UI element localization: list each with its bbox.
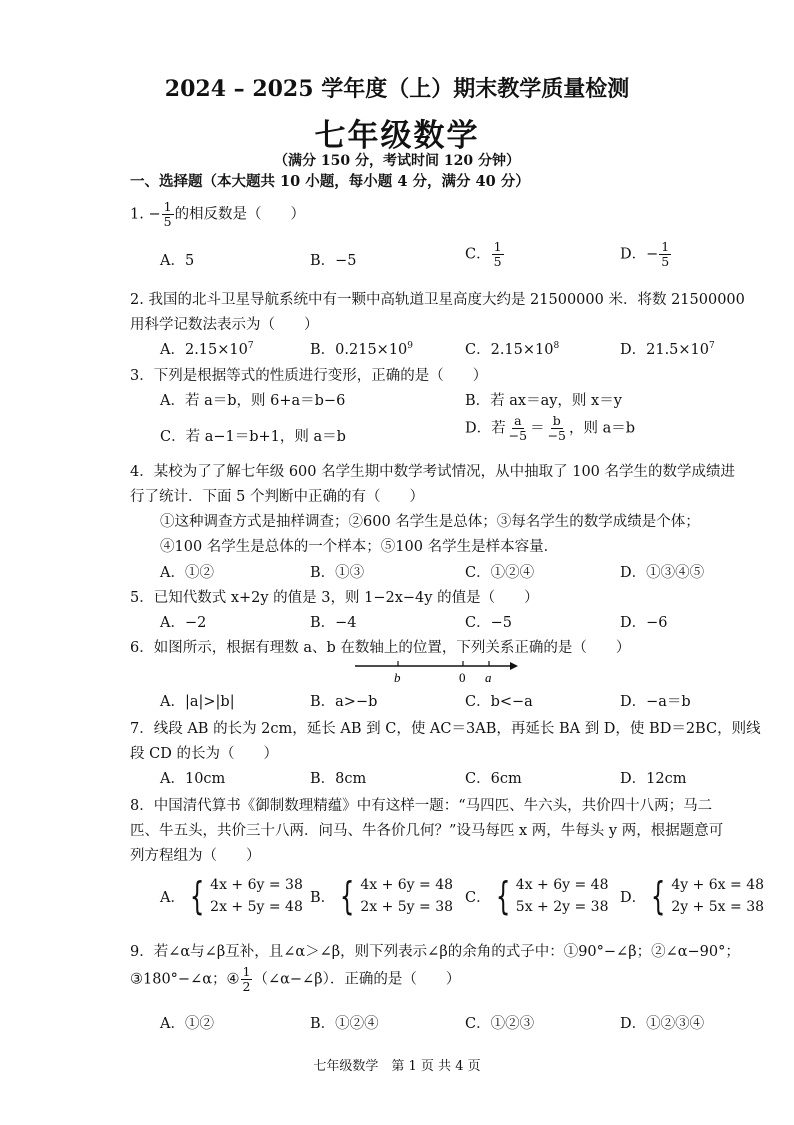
option-c: C．若 a−1＝b+1，则 a＝b xyxy=(160,429,346,445)
question-4-line1: 4．某校为了了解七年级 600 名学生期中数学考试情况，从中抽取了 100 名学生的数学成绩进 xyxy=(130,464,736,480)
question-9-line1: 9．若∠α与∠β互补，且∠α＞∠β，则下列表示∠β的余角的式子中：①90°−∠β；②∠α−90°； xyxy=(130,944,740,960)
option-d xyxy=(620,240,672,269)
denominator: −5 xyxy=(547,427,567,443)
option-text: A．2.15×10 xyxy=(160,342,248,358)
brace-icon: { xyxy=(650,874,666,918)
fraction xyxy=(241,965,253,994)
exam-title: 2024 – 2025 学年度（上）期末教学质量检测 xyxy=(164,76,630,102)
equation: 4x + 6y = 48 xyxy=(515,877,609,893)
option-b: B．①②④ xyxy=(310,1016,379,1032)
equation-system xyxy=(465,874,609,918)
question-1-stem xyxy=(130,200,305,229)
section-heading: 一、选择题（本大题共 10 小题，每小题 4 分，满分 40 分） xyxy=(130,173,530,190)
option-label: B． xyxy=(310,889,336,906)
exponent: 9 xyxy=(407,341,414,352)
numerator: 1 xyxy=(493,239,502,254)
equation-system xyxy=(310,874,453,918)
numerator: b xyxy=(552,413,561,428)
denominator: 2 xyxy=(242,978,251,994)
option-a: A．−2 xyxy=(160,615,207,631)
equations xyxy=(210,874,303,918)
fraction xyxy=(659,240,671,269)
option-text: D．21.5×10 xyxy=(620,342,710,358)
option-c: C．b<−a xyxy=(465,694,533,710)
question-number: 1. xyxy=(130,206,144,223)
exam-subject: 七年级数学 xyxy=(314,118,480,154)
option-a: A．①② xyxy=(160,1016,214,1032)
question-2-line2: 用科学记数法表示为（ ） xyxy=(130,317,319,333)
exam-note: （满分 150 分，考试时间 120 分钟） xyxy=(274,153,520,169)
option-label: C． xyxy=(465,246,491,263)
option-c: C．①②④ xyxy=(465,565,535,581)
question-4-line4: ④100 名学生是总体的一个样本；⑤100 名学生是样本容量． xyxy=(160,539,559,555)
option-b: B．①③ xyxy=(310,565,365,581)
option-b: B．若 ax＝ay，则 x＝y xyxy=(465,393,622,409)
option-a: A．①② xyxy=(160,565,214,581)
label-0: 0 xyxy=(459,670,466,685)
option-label: A． xyxy=(160,889,185,906)
exponent: 7 xyxy=(247,341,254,352)
option-c: C．6cm xyxy=(465,771,522,787)
option-label: D．若 xyxy=(465,420,506,437)
option-c xyxy=(465,240,505,269)
equation: 2y + 5x = 38 xyxy=(671,899,765,915)
question-4-line2: 行了统计．下面 5 个判断中正确的有（ ） xyxy=(130,489,424,505)
equation-system xyxy=(160,874,303,918)
question-5-stem: 5．已知代数式 x+2y 的值是 3，则 1−2x−4y 的值是（ ） xyxy=(130,590,539,606)
equations xyxy=(516,874,609,918)
numerator: 1 xyxy=(242,964,251,979)
question-3-stem: 3．下列是根据等式的性质进行变形，正确的是（ ） xyxy=(130,368,488,384)
fraction xyxy=(546,414,568,443)
brace-icon: { xyxy=(339,874,355,918)
equation: 5x + 2y = 38 xyxy=(515,899,609,915)
denominator: 5 xyxy=(493,253,502,269)
equation: 4y + 6x = 48 xyxy=(671,877,765,893)
option-d: D．12cm xyxy=(620,771,687,787)
option-a: A．若 a＝b，则 6+a＝b−6 xyxy=(160,393,346,409)
label-a: a xyxy=(485,670,492,685)
option-b: B．8cm xyxy=(310,771,367,787)
option-c: C．①②③ xyxy=(465,1016,535,1032)
option-a: A．|a|>|b| xyxy=(160,694,235,710)
question-7-line2: 段 CD 的长为（ ） xyxy=(130,746,278,762)
denominator: 5 xyxy=(163,213,172,229)
equation: 2x + 5y = 38 xyxy=(360,899,454,915)
numerator: 1 xyxy=(163,199,172,214)
option-b: B．a>−b xyxy=(310,694,378,710)
question-7-line1: 7．线段 AB 的长为 2cm，延长 AB 到 C，使 AC＝3AB，再延长 BA 到 D，使 BD＝2BC，则线 xyxy=(130,721,761,737)
denominator: −5 xyxy=(508,427,528,443)
option-b xyxy=(310,874,453,918)
option-text: C．2.15×10 xyxy=(465,342,554,358)
question-8-line2: 匹、牛五头，共价三十八两．问马、牛各价几何？”设马每匹 x 两，牛每头 y 两，根据题意可 xyxy=(130,823,724,839)
label-b: b xyxy=(394,670,401,685)
equals-sign: ＝ xyxy=(530,420,545,437)
brace-icon: { xyxy=(495,874,510,918)
equation: 4x + 6y = 48 xyxy=(360,877,454,893)
minus-sign: − xyxy=(148,206,161,223)
option-b: B．−5 xyxy=(310,253,357,269)
question-9-line2 xyxy=(130,965,460,994)
fraction xyxy=(492,240,504,269)
option-c xyxy=(465,338,559,359)
question-8-line3: 列方程组为（ ） xyxy=(130,848,261,864)
option-a: A．5 xyxy=(160,253,195,269)
fraction xyxy=(507,414,529,443)
option-label: C． xyxy=(465,889,491,906)
option-d xyxy=(620,874,764,918)
option-tail: ，则 a＝b xyxy=(569,420,636,437)
question-2-line1: 2. 我国的北斗卫星导航系统中有一颗中高轨道卫星高度大约是 21500000 米．将数 21500000 xyxy=(130,292,745,308)
line-text: ③180°−∠α；④ xyxy=(130,971,240,988)
option-d xyxy=(465,414,635,443)
option-b xyxy=(310,338,413,359)
option-label: D．− xyxy=(620,246,659,263)
stem-text: 的相反数是（ ） xyxy=(174,206,306,223)
equations xyxy=(360,874,453,918)
option-a xyxy=(160,874,303,918)
option-label: D． xyxy=(620,889,647,906)
axis-arrow xyxy=(510,662,518,670)
line-text: （∠α−∠β）．正确的是（ ） xyxy=(253,971,461,988)
exponent: 8 xyxy=(553,341,560,352)
option-c xyxy=(465,874,609,918)
question-6-stem: 6．如图所示，根据有理数 a、b 在数轴上的位置，下列关系正确的是（ ） xyxy=(130,640,631,656)
equations xyxy=(671,874,764,918)
option-a xyxy=(160,338,254,359)
option-b: B．−4 xyxy=(310,615,357,631)
option-d: D．①③④⑤ xyxy=(620,565,705,581)
option-d: D．−6 xyxy=(620,615,668,631)
option-a: A．10cm xyxy=(160,771,226,787)
option-d: D．①②③④ xyxy=(620,1016,705,1032)
numerator: 1 xyxy=(661,239,670,254)
page-footer: 七年级数学 第 1 页 共 4 页 xyxy=(313,1059,481,1074)
question-4-line3: ①这种调查方式是抽样调查；②600 名学生是总体；③每名学生的数学成绩是个体； xyxy=(160,514,700,530)
equation-system xyxy=(620,874,764,918)
equation: 2x + 5y = 48 xyxy=(210,899,303,915)
option-d xyxy=(620,338,715,359)
brace-icon: { xyxy=(189,874,205,918)
question-8-line1: 8．中国清代算书《御制数理精蕴》中有这样一题：“马四匹、牛六头，共价四十八两；马二 xyxy=(130,798,713,814)
option-c: C．−5 xyxy=(465,615,512,631)
denominator: 5 xyxy=(661,253,670,269)
equation: 4x + 6y = 38 xyxy=(210,877,303,893)
option-d: D．−a＝b xyxy=(620,694,691,710)
numerator: a xyxy=(514,413,522,428)
number-line xyxy=(350,658,520,686)
exponent: 7 xyxy=(709,341,715,352)
option-text: B．0.215×10 xyxy=(310,342,408,358)
fraction xyxy=(162,200,174,229)
